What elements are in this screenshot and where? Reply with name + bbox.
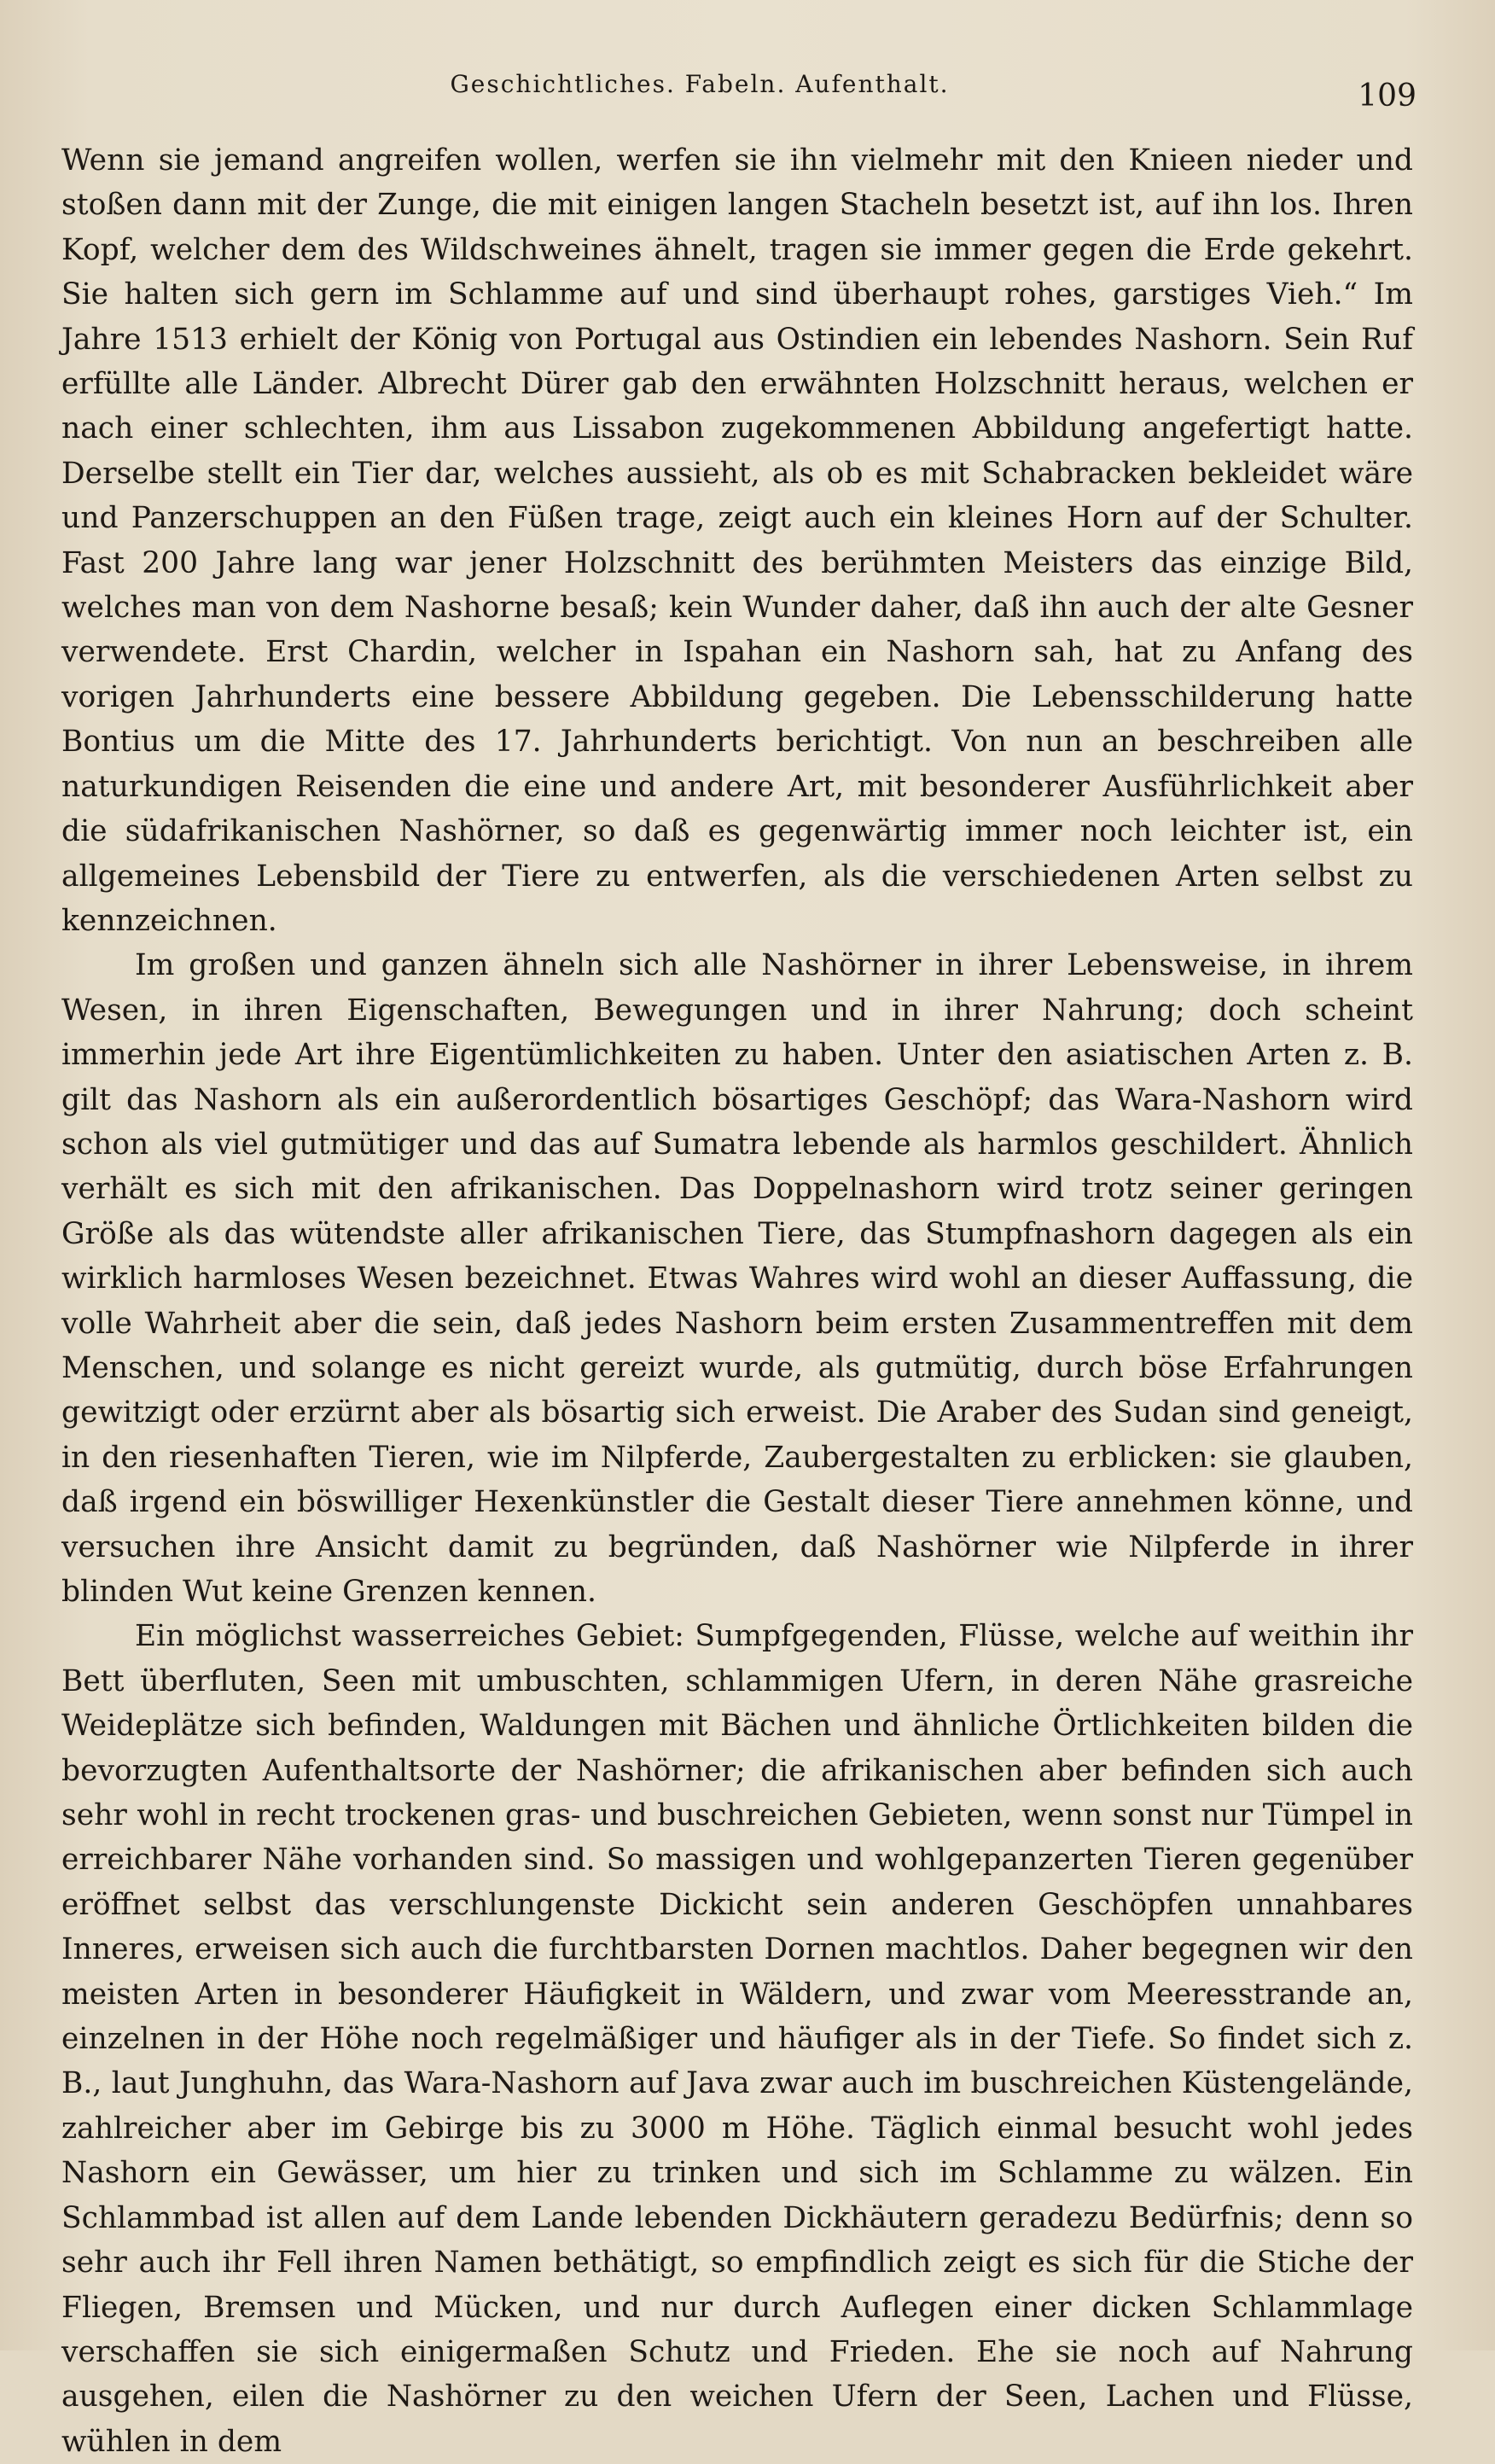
page-header: [60, 65, 1416, 116]
paragraph-1: Wenn sie jemand angreifen wollen, werfen sie ihn vielmehr mit den Knieen nieder und stoßen dann mit der Zunge, die mit einigen langen Stacheln besetzt ist, auf ihn los. Ihren Kopf, welcher dem des Wildschweines ähnelt, tragen sie immer gegen die Erde gekehrt. Sie halten sich gern im Schlamme auf und sind überhaupt rohes, garstiges Vieh.“ Im Jahre 1513 erhielt der König von Portugal aus Ostindien ein lebendes Nashorn. Sein Ruf erfüllte alle Länder. Albrecht Dürer gab den erwähnten Holzschnitt heraus, welchen er nach einer schlechten, ihm aus Lissabon zugekommenen Abbildung angefertigt hatte. Derselbe stellt ein Tier dar, welches aussieht, als ob es mit Schabracken bekleidet wäre und Panzerschuppen an den Füßen trage, zeigt auch ein kleines Horn auf der Schulter. Fast 200 Jahre lang war jener Holzschnitt des berühmten Meisters das einzige Bild, welches man von dem Nashorne besaß; kein Wunder daher, daß ihn auch der alte Gesner verwendete. Erst Chardin, welcher in Ispahan ein Nashorn sah, hat zu Anfang des vorigen Jahrhunderts eine bessere Abbildung gegeben. Die Lebensschilderung hatte Bontius um die Mitte des 17. Jahrhunderts berichtigt. Von nun an beschreiben alle naturkundigen Reisenden die eine und andere Art, mit besonderer Ausführlichkeit aber die südafrikanischen Nashörner, so daß es gegenwärtig immer noch leichter ist, ein allgemeines Lebensbild der Tiere zu entwerfen, als die verschiedenen Arten selbst zu kennzeichnen.: [61, 143, 1413, 938]
paragraph-3: Ein möglichst wasserreiches Gebiet: Sumpfgegenden, Flüsse, welche auf weithin ihr Bett überfluten, Seen mit umbuschten, schlammigen Ufern, in deren Nähe grasreiche Weideplätze sich befinden, Waldungen mit Bächen und ähnliche Örtlichkeiten bilden die bevorzugten Aufenthaltsorte der Nashörner; die afrikanischen aber befinden sich auch sehr wohl in recht trockenen gras- und buschreichen Gebieten, wenn sonst nur Tümpel in erreichbarer Nähe vorhanden sind. So massigen und wohlgepanzerten Tieren gegenüber eröffnet selbst das verschlungenste Dickicht sein anderen Geschöpfen unnahbares Inneres, erweisen sich auch die furchtbarsten Dornen machtlos. Daher begegnen wir den meisten Arten in besonderer Häufigkeit in Wäldern, und zwar vom Meeresstrande an, einzelnen in der Höhe noch regelmäßiger und häufiger als in der Tiefe. So findet sich z. B., laut Junghuhn, das Wara-Nashorn auf Java zwar auch im buschreichen Küstengelände, zahlreicher aber im Gebirge bis zu 3000 m Höhe. Täglich einmal besucht wohl jedes Nashorn ein Gewässer, um hier zu trinken und sich im Schlamme zu wälzen. Ein Schlammbad ist allen auf dem Lande lebenden Dickhäutern geradezu Bedürfnis; denn so sehr auch ihr Fell ihren Namen bethätigt, so empfindlich zeigt es sich für die Stiche der Fliegen, Bremsen und Mücken, und nur durch Auflegen einer dicken Schlammlage verschaffen sie sich einigermaßen Schutz und Frieden. Ehe sie noch auf Nahrung ausgehen, eilen die Nashörner zu den weichen Ufern der Seen, Lachen und Flüsse, wühlen in dem: [61, 1619, 1413, 2459]
paragraph-2: Im großen und ganzen ähneln sich alle Nashörner in ihrer Lebensweise, in ihrem Wesen, in ihren Eigenschaften, Bewegungen und in ihrer Nahrung; doch scheint immerhin jede Art ihre Eigentümlichkeiten zu haben. Unter den asiatischen Arten z. B. gilt das Nashorn als ein außerordentlich bösartiges Geschöpf; das Wara-Nashorn wird schon als viel gutmütiger und das auf Sumatra lebende als harmlos geschildert. Ähnlich verhält es sich mit den afrikanischen. Das Doppelnashorn wird trotz seiner geringen Größe als das wütendste aller afrikanischen Tiere, das Stumpfnashorn dagegen als ein wirklich harmloses Wesen bezeichnet. Etwas Wahres wird wohl an dieser Auffassung, die volle Wahrheit aber die sein, daß jedes Nashorn beim ersten Zusammentreffen mit dem Menschen, und solange es nicht gereizt wurde, als gutmütig, durch böse Erfahrungen gewitzigt oder erzürnt aber als bösartig sich erweist. Die Araber des Sudan sind geneigt, in den riesenhaften Tieren, wie im Nilpferde, Zaubergestalten zu erblicken: sie glauben, daß irgend ein böswilliger Hexenkünstler die Gestalt dieser Tiere annehmen könne, und versuchen ihre Ansicht damit zu begründen, daß Nashörner wie Nilpferde in ihrer blinden Wut keine Grenzen kennen.: [61, 948, 1413, 1609]
running-head: Geschichtliches. Fabeln. Aufenthalt.: [450, 70, 950, 98]
page-number: 109: [1358, 79, 1416, 114]
body-text: [61, 138, 1413, 2464]
